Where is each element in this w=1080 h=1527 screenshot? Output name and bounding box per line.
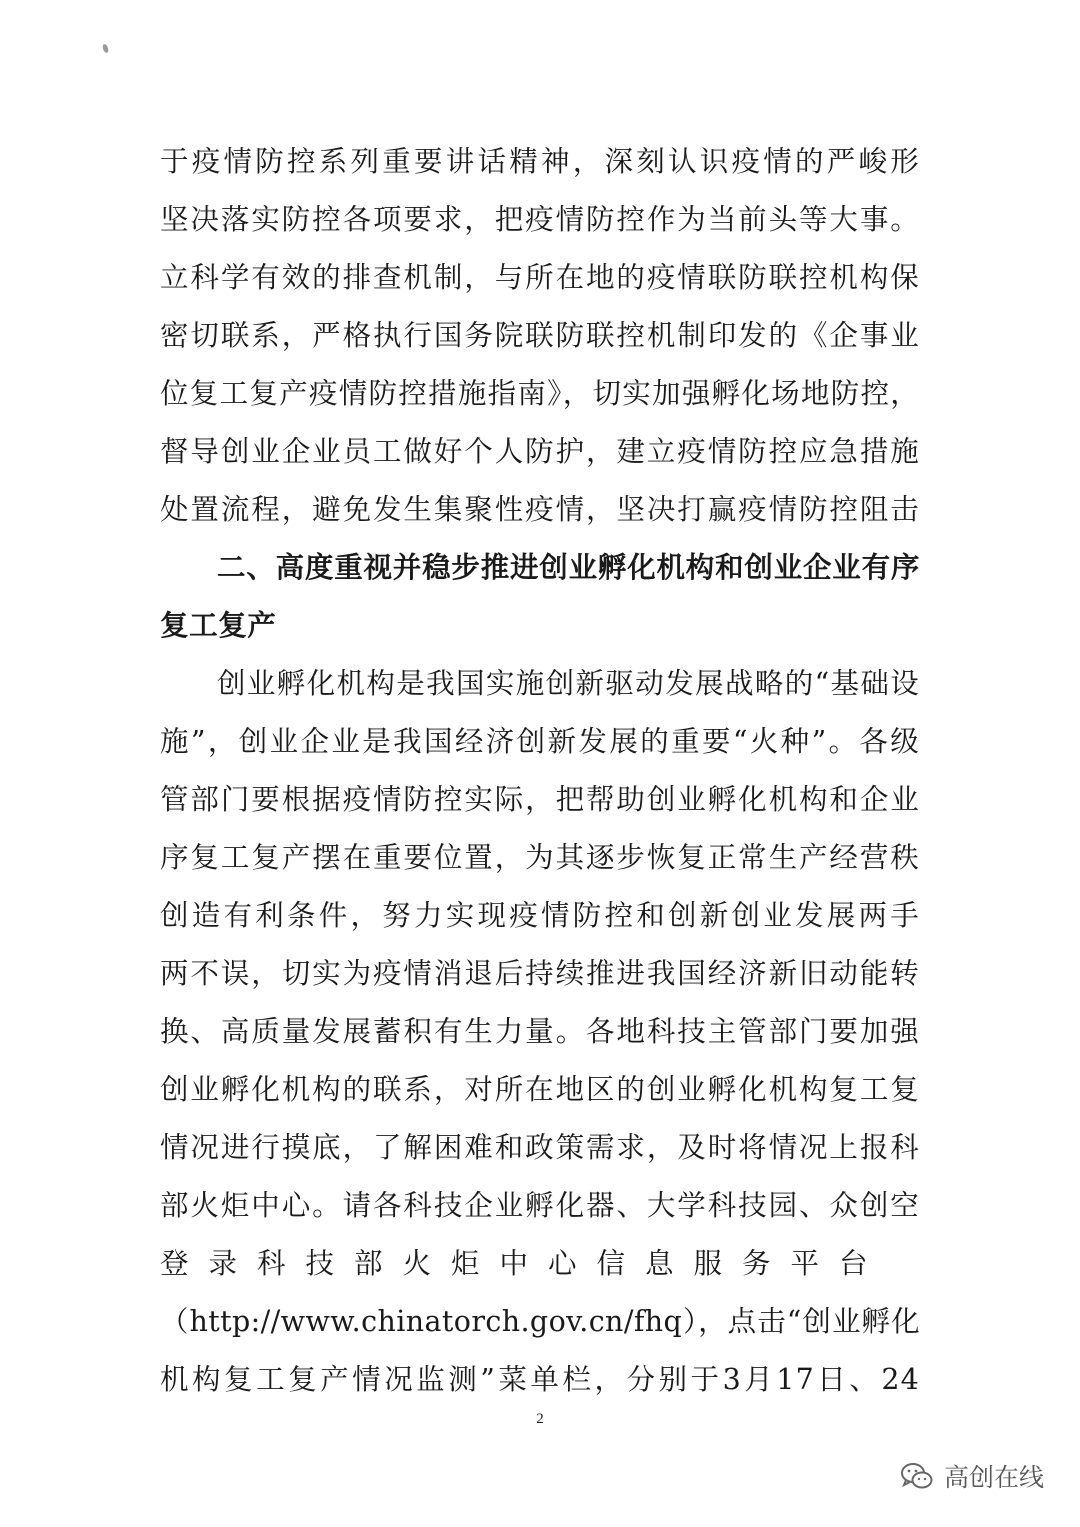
text-line: 施”，创业企业是我国经济创新发展的重要“火种”。各级 [160,725,920,758]
wechat-icon [900,1461,934,1491]
text-line: 机构复工复产情况监测”菜单栏，分别于3月17日、24 [160,1363,920,1396]
text-line: 管部门要根据疫情防控实际，把帮助创业孵化机构和企业 [160,783,920,816]
text-line: 创业孵化机构是我国实施创新驱动发展战略的“基础设 [217,667,920,700]
text-line: 密切联系，严格执行国务院联防联控机制印发的《企事业 [160,319,920,352]
text-line-url: （http://www.chinatorch.gov.cn/fhq），点击“创业孵化 [160,1305,920,1338]
text-line: 位复工复产疫情防控措施指南》，切实加强孵化场地防控， [160,377,920,410]
text-line: 创业孵化机构的联系，对所在地区的创业孵化机构复工复 [160,1073,920,1106]
text-line: 情况进行摸底，了解困难和政策需求，及时将情况上报科 [160,1131,920,1164]
scan-speck [102,43,110,53]
watermark [900,1458,1044,1494]
text-line: 两不误，切实为疫情消退后持续推进我国经济新旧动能转 [160,957,920,990]
text-line: 处置流程，避免发生集聚性疫情，坚决打赢疫情防控阻击 [160,493,920,526]
text-line: 序复工复产摆在重要位置，为其逐步恢复正常生产经营秩 [160,841,920,874]
text-line: 于疫情防控系列重要讲话精神，深刻认识疫情的严峻形 [160,145,920,178]
watermark-text: 高创在线 [943,1463,1044,1492]
text-line: 立科学有效的排查机制，与所在地的疫情联防联控机构保 [160,261,920,294]
text-line: 督导创业企业员工做好个人防护，建立疫情防控应急措施 [160,435,920,468]
text-line: 部火炬中心。请各科技企业孵化器、大学科技园、众创空 [160,1189,920,1222]
text-line: 创造有利条件，努力实现疫情防控和创新创业发展两手 [160,899,920,932]
text-line: 坚决落实防控各项要求，把疫情防控作为当前头等大事。 [160,203,920,236]
document-body [160,133,920,1409]
section-heading-continued: 复工复产 [160,609,277,642]
page-number: 2 [536,1411,544,1427]
text-line: 换、高质量发展蓄积有生力量。各地科技主管部门要加强 [160,1015,920,1048]
section-heading: 二、高度重视并稳步推进创业孵化机构和创业企业有序 [217,551,920,584]
text-line-spaced: 登录科技部火炬中心信息服务平台 [160,1247,888,1280]
